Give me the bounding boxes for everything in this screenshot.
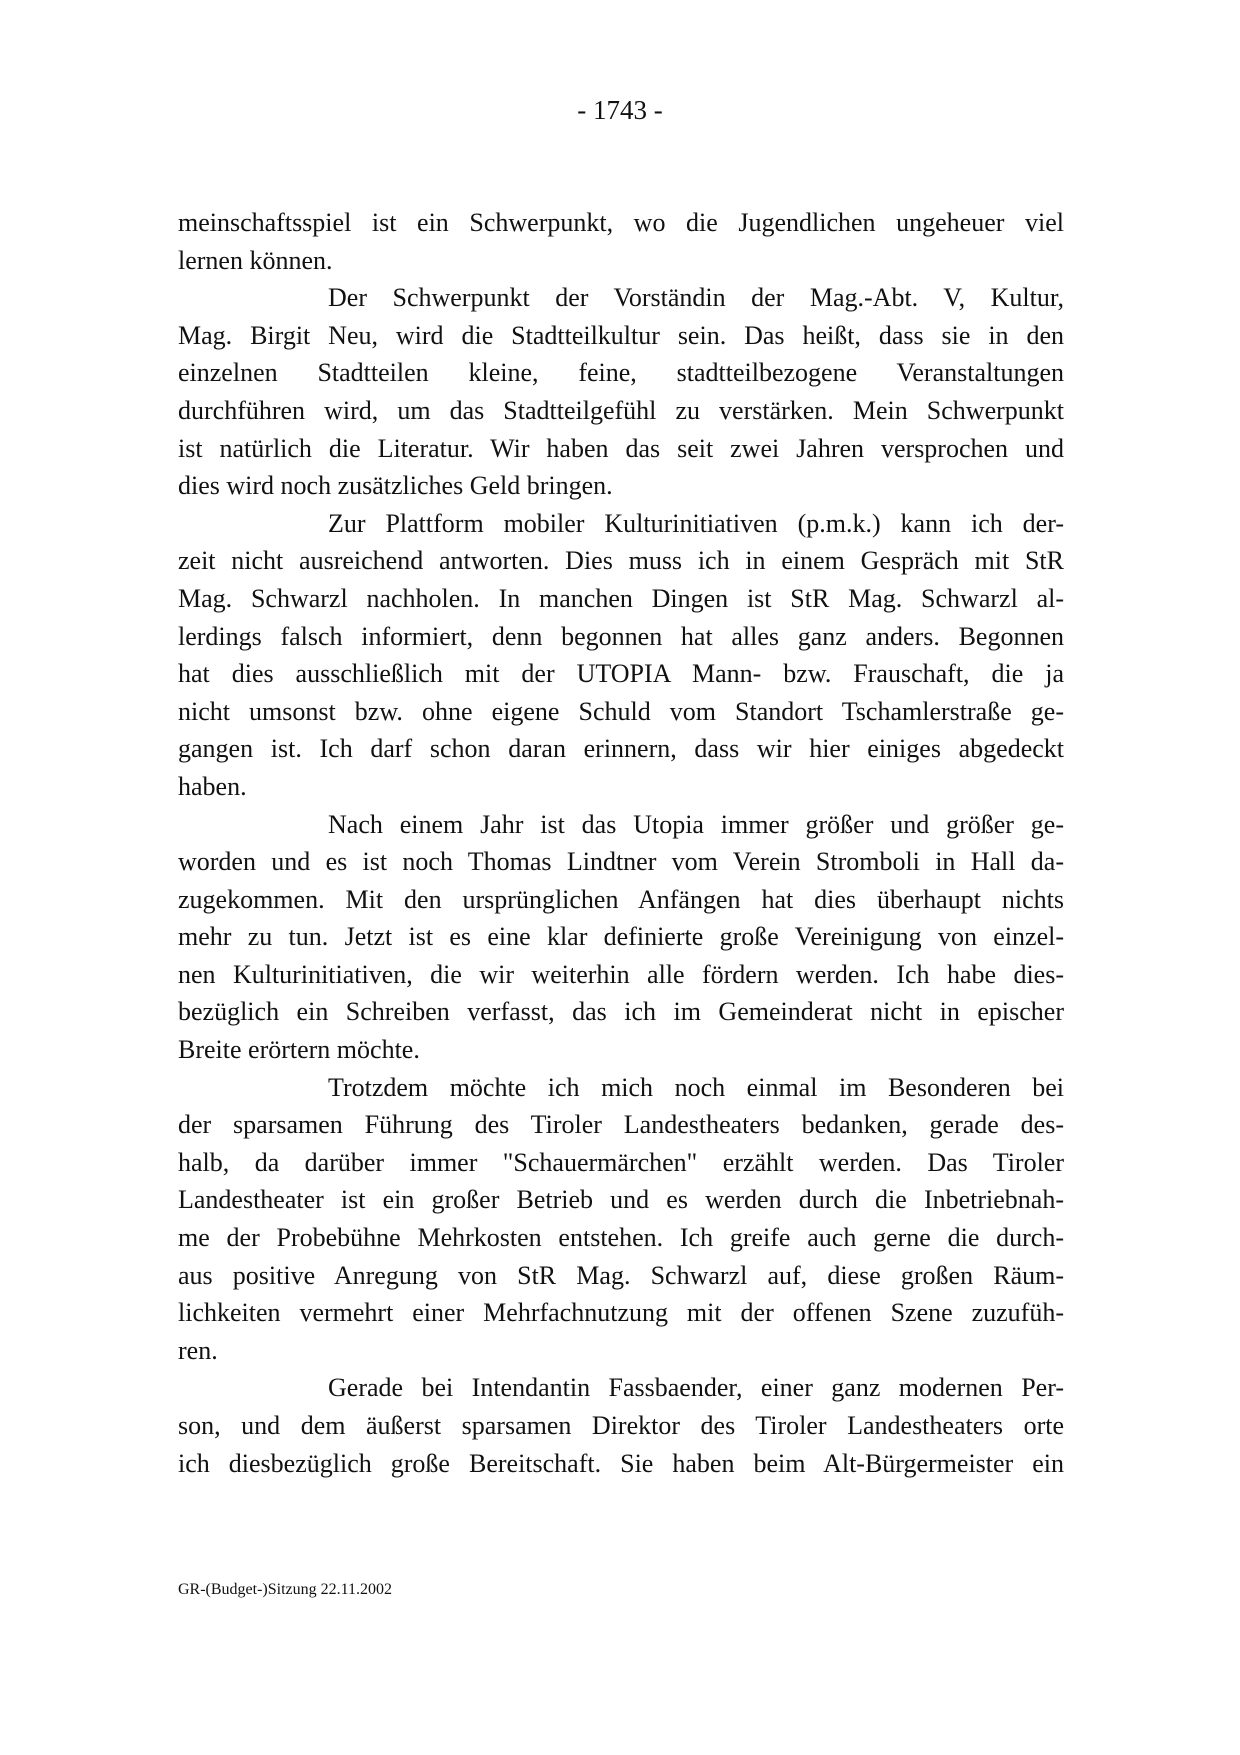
text-line: ist natürlich die Literatur. Wir haben das seit zwei Jahren versprochen und [178, 433, 1064, 463]
text-line: lernen können. [178, 245, 333, 275]
footer-session-label: GR-(Budget-)Sitzung 22.11.2002 [178, 1581, 393, 1598]
text-line: Nach einem Jahr ist das Utopia immer größer und größer ge- [328, 809, 1064, 839]
text-line: Mag. Birgit Neu, wird die Stadtteilkultur sein. Das heißt, dass sie in den [178, 320, 1064, 350]
text-line: dies wird noch zusätzliches Geld bringen. [178, 471, 613, 501]
paragraph [178, 1069, 1064, 1370]
text-line: worden und es ist noch Thomas Lindtner vom Verein Stromboli in Hall da- [178, 847, 1064, 877]
text-line: hat dies ausschließlich mit der UTOPIA Mann- bzw. Frauschaft, die ja [178, 659, 1064, 689]
text-line: ren. [178, 1335, 218, 1365]
text-line: Gerade bei Intendantin Fassbaender, einer ganz modernen Per- [328, 1373, 1064, 1403]
text-line: meinschaftsspiel ist ein Schwerpunkt, wo die Jugendlichen ungeheuer viel [178, 208, 1064, 237]
text-line: aus positive Anregung von StR Mag. Schwarzl auf, diese großen Räum- [178, 1260, 1064, 1290]
paragraph [178, 204, 1064, 279]
text-line: lichkeiten vermehrt einer Mehrfachnutzung mit der offenen Szene zuzufüh- [178, 1298, 1064, 1328]
text-line: gangen ist. Ich darf schon daran erinnern, dass wir hier einiges abgedeckt [178, 734, 1064, 764]
text-line: nicht umsonst bzw. ohne eigene Schuld vom Standort Tschamlerstraße ge- [178, 696, 1064, 726]
text-line: lerdings falsch informiert, denn begonnen hat alles ganz anders. Begonnen [178, 621, 1064, 651]
paragraph [178, 279, 1064, 505]
text-line: Landestheater ist ein großer Betrieb und es werden durch die Inbetriebnah- [178, 1185, 1064, 1215]
text-line: nen Kulturinitiativen, die wir weiterhin alle fördern werden. Ich habe dies- [178, 959, 1064, 989]
text-line: der sparsamen Führung des Tiroler Landestheaters bedanken, gerade des- [178, 1110, 1064, 1140]
text-line: son, und dem äußerst sparsamen Direktor des Tiroler Landestheaters orte [178, 1411, 1064, 1440]
text-line: me der Probebühne Mehrkosten entstehen. Ich greife auch gerne die durch- [178, 1223, 1064, 1253]
text-line: Der Schwerpunkt der Vorständin der Mag.-Abt. V, Kultur, [328, 283, 1064, 313]
page-number: - 1743 - [577, 95, 663, 125]
text-line: haben. [178, 771, 247, 801]
text-line: ich diesbezüglich große Bereitschaft. Sie haben beim Alt-Bürgermeister ein [178, 1448, 1064, 1478]
paragraph [178, 806, 1064, 1069]
text-line: mehr zu tun. Jetzt ist es eine klar definierte große Vereinigung von einzel- [178, 922, 1064, 952]
text-line: Zur Plattform mobiler Kulturinitiativen (p.m.k.) kann ich der- [328, 508, 1064, 538]
text-line: zugekommen. Mit den ursprünglichen Anfängen hat dies überhaupt nichts [178, 884, 1064, 914]
text-line: bezüglich ein Schreiben verfasst, das ich im Gemeinderat nicht in epischer [178, 997, 1064, 1027]
text-line: Trotzdem möchte ich mich noch einmal im Besonderen bei [328, 1072, 1064, 1102]
text-line: halb, da darüber immer "Schauermärchen" erzählt werden. Das Tiroler [178, 1147, 1064, 1177]
text-line: durchführen wird, um das Stadtteilgefühl zu verstärken. Mein Schwerpunkt [178, 395, 1064, 425]
text-line: zeit nicht ausreichend antworten. Dies muss ich in einem Gespräch mit StR [178, 546, 1064, 576]
paragraph [178, 505, 1064, 806]
text-line: Mag. Schwarzl nachholen. In manchen Dingen ist StR Mag. Schwarzl al- [178, 583, 1064, 613]
text-line: Breite erörtern möchte. [178, 1035, 420, 1065]
text-line: einzelnen Stadtteilen kleine, feine, stadtteilbezogene Veranstaltungen [178, 358, 1064, 388]
body-text [178, 204, 1064, 1482]
paragraph [178, 1369, 1064, 1482]
